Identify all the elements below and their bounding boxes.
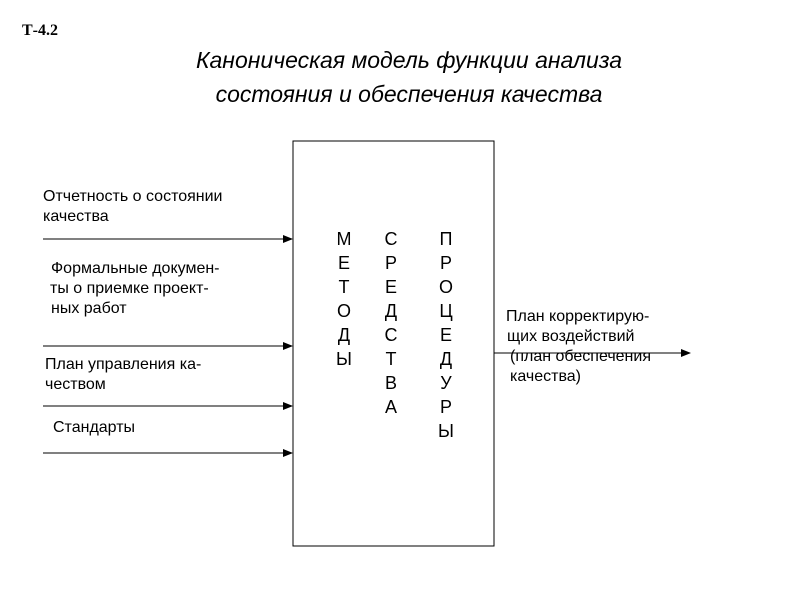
mechanism-letter: Ы — [336, 349, 352, 369]
mechanism-letter: Т — [385, 349, 397, 369]
input-label-quality-plan — [45, 355, 201, 395]
mechanism-letter: Ы — [438, 421, 454, 441]
input-label-line: Стандарты — [53, 419, 136, 436]
input-label-acceptance-documents — [51, 259, 220, 319]
mechanism-letter: Д — [439, 349, 453, 369]
mechanism-letter: Е — [439, 325, 452, 345]
output-label-line: (план обеспечения — [510, 348, 651, 365]
mechanism-letter: О — [336, 301, 351, 321]
output-label-line: План корректирую- — [506, 308, 650, 325]
mechanism-letter: Е — [384, 277, 397, 297]
input-label-line: Отчетность о состоянии — [43, 188, 223, 205]
mechanism-column-methods — [334, 227, 354, 371]
mechanism-letter: О — [438, 277, 453, 297]
input-label-line: качества — [43, 208, 109, 225]
output-label-corrective-plan — [506, 307, 651, 387]
input-label-line: ты о приемке проект- — [50, 280, 209, 297]
mechanism-letter: Е — [337, 253, 350, 273]
mechanism-letter: Д — [384, 301, 398, 321]
mechanism-letter: В — [384, 373, 397, 393]
slide-code: Т-4.2 — [22, 22, 58, 39]
mechanism-letter: Ц — [439, 301, 453, 321]
mechanism-letter: Т — [338, 277, 350, 297]
input-label-line: Формальные докумен- — [51, 260, 220, 277]
mechanism-column-procedures — [436, 227, 456, 443]
input-label-line: План управления ка- — [45, 356, 202, 373]
mechanism-letter: А — [384, 397, 397, 417]
title-line-2: состояния и обеспечения качества — [215, 81, 603, 107]
mechanism-letter: Д — [337, 325, 351, 345]
mechanism-column-means — [381, 227, 401, 419]
mechanism-letter: П — [439, 229, 453, 249]
mechanism-letter: Р — [384, 253, 397, 273]
title-line-1: Каноническая модель функции анализа — [195, 47, 623, 73]
mechanism-letter: С — [384, 325, 398, 345]
mechanism-letter: С — [384, 229, 398, 249]
input-label-line: ных работ — [51, 300, 127, 317]
mechanism-letter: Р — [439, 397, 452, 417]
input-label-standards — [53, 418, 135, 438]
mechanism-letter: У — [440, 373, 452, 393]
output-label-line: щих воздействий — [507, 328, 635, 345]
mechanism-letter: М — [336, 229, 352, 249]
input-label-reporting — [43, 187, 223, 227]
mechanism-letter: Р — [439, 253, 452, 273]
output-label-line: качества) — [510, 368, 582, 385]
input-label-line: чеством — [45, 376, 106, 393]
